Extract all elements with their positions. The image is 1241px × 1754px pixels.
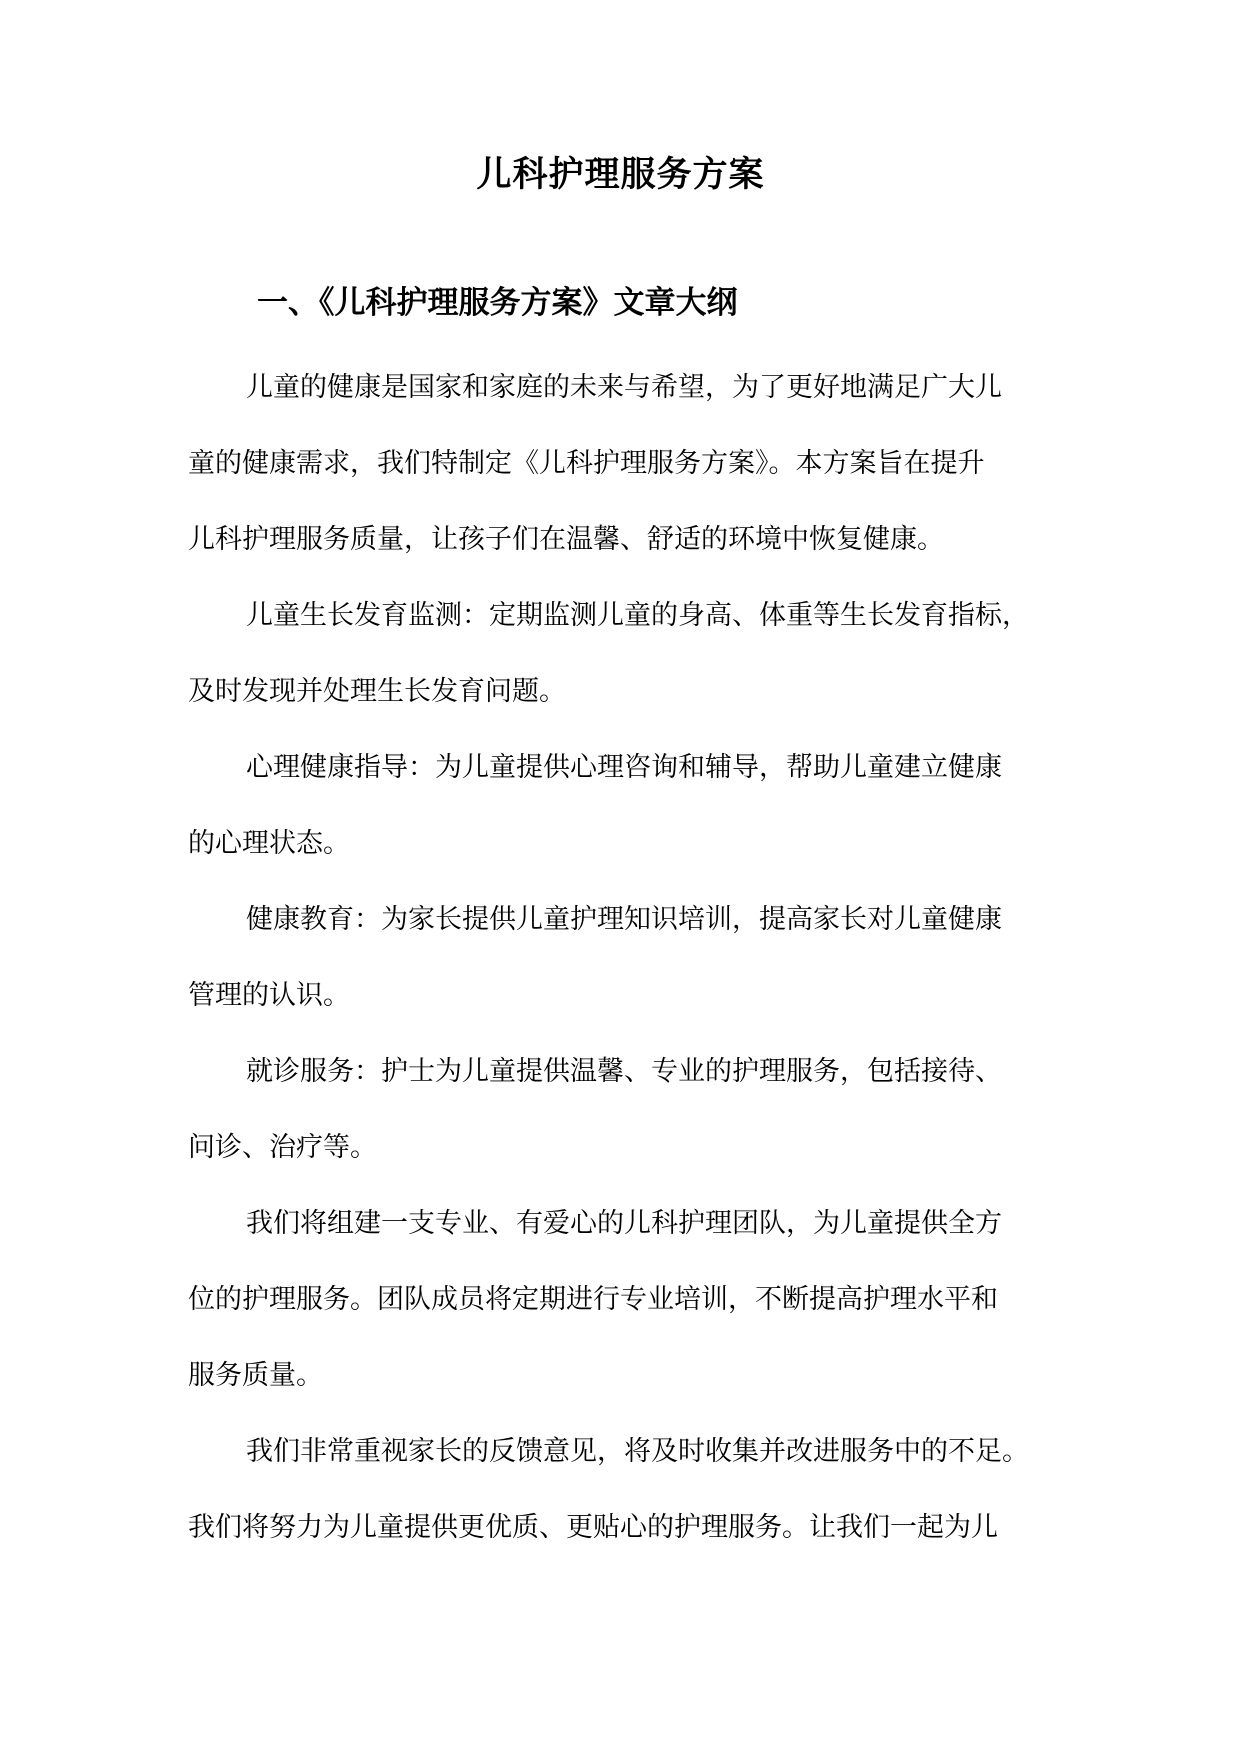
paragraph-line: 我们将努力为儿童提供更优质、更贴心的护理服务。让我们一起为儿 — [188, 1512, 998, 1543]
paragraph-line: 儿童的健康是国家和家庭的未来与希望，为了更好地满足广大儿 — [246, 372, 1002, 403]
paragraph-line: 童的健康需求，我们特制定《儿科护理服务方案》。本方案旨在提升 — [188, 448, 985, 479]
paragraph-line: 的心理状态。 — [188, 828, 350, 859]
paragraph-line: 及时发现并处理生长发育问题。 — [188, 676, 566, 707]
section-heading: 一、《儿科护理服务方案》文章大纲 — [257, 285, 738, 321]
paragraph-line: 就诊服务：护士为儿童提供温馨、专业的护理服务，包括接待、 — [246, 1056, 1002, 1087]
paragraph-line: 问诊、治疗等。 — [188, 1132, 377, 1163]
paragraph-line: 我们非常重视家长的反馈意见，将及时收集并改进服务中的不足。 — [246, 1436, 1029, 1467]
paragraph-line: 儿童生长发育监测：定期监测儿童的身高、体重等生长发育指标， — [246, 600, 1029, 631]
paragraph-line: 管理的认识。 — [188, 980, 350, 1011]
paragraph-line: 健康教育：为家长提供儿童护理知识培训，提高家长对儿童健康 — [246, 904, 1002, 935]
paragraph-line: 服务质量。 — [188, 1360, 323, 1391]
document-title: 儿科护理服务方案 — [476, 154, 765, 195]
paragraph-line: 儿科护理服务质量，让孩子们在温馨、舒适的环境中恢复健康。 — [188, 524, 944, 555]
document-body — [188, 365, 1056, 1581]
paragraph-line: 位的护理服务。团队成员将定期进行专业培训，不断提高护理水平和 — [188, 1284, 998, 1315]
paragraph-line: 心理健康指导：为儿童提供心理咨询和辅导，帮助儿童建立健康 — [246, 752, 1002, 783]
paragraph-line: 我们将组建一支专业、有爱心的儿科护理团队，为儿童提供全方 — [246, 1208, 1002, 1239]
